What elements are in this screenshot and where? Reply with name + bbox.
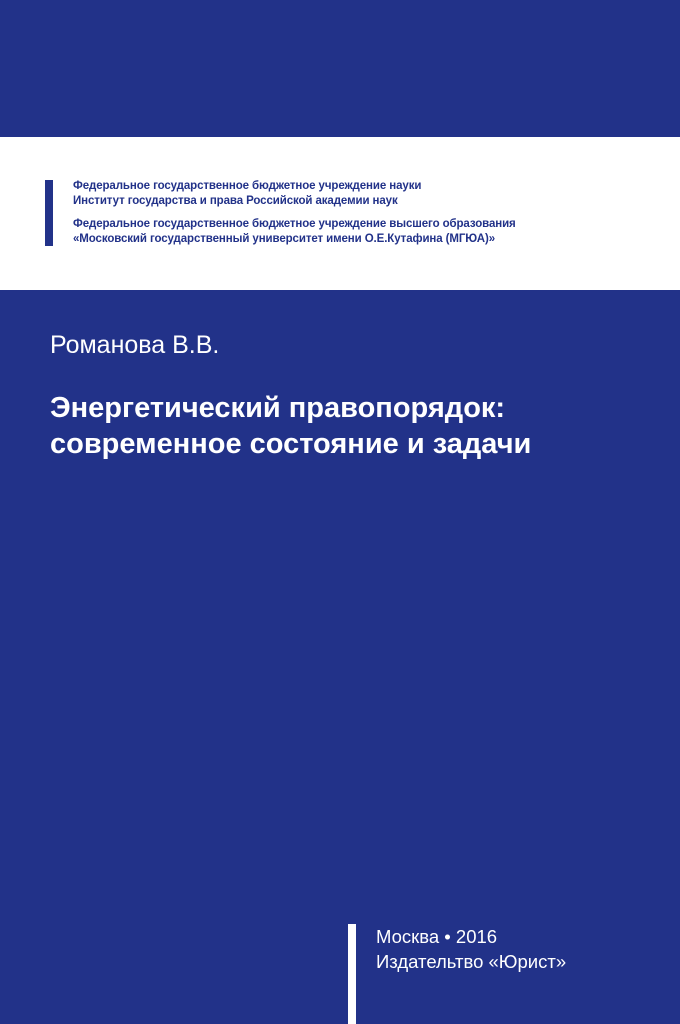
author-name: Романова В.В.: [50, 331, 220, 359]
book-title: [50, 390, 531, 462]
place-year: Москва • 2016: [376, 926, 498, 947]
title-line-1: Энергетический правопорядок:: [50, 392, 506, 424]
title-line-2: современное состояние и задачи: [50, 428, 532, 460]
institution-line: Федеральное государственное бюджетное учреждение науки: [73, 180, 422, 192]
publisher: Издательтво «Юрист»: [376, 951, 567, 972]
imprint-divider: [348, 924, 356, 1024]
institution-line: «Московский государственный университет имени О.Е.Кутафина (МГЮА)»: [73, 233, 495, 245]
institution-band: [0, 137, 680, 290]
imprint: [376, 924, 566, 974]
institution-msal: [73, 217, 516, 247]
institution-line: Институт государства и права Российской академии наук: [73, 195, 398, 207]
institution-line: Федеральное государственное бюджетное учреждение высшего образования: [73, 218, 516, 230]
accent-bar: [45, 180, 53, 246]
institution-ras: [73, 179, 421, 209]
